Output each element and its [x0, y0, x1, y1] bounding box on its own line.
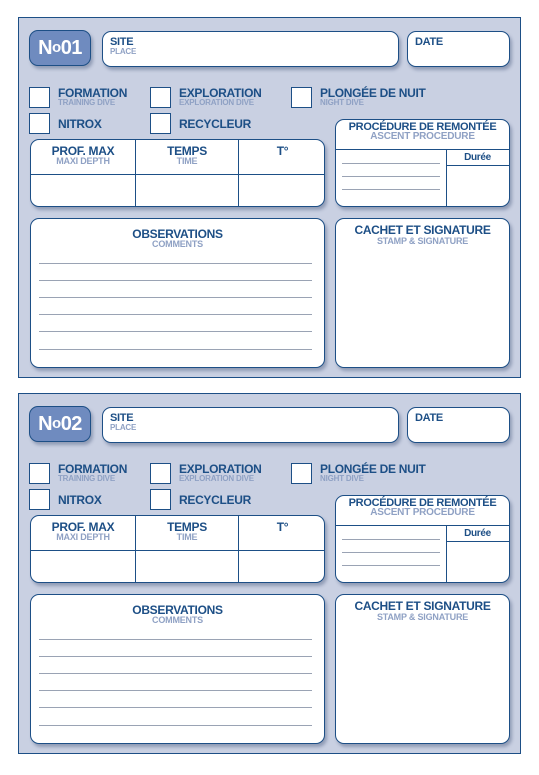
ascent-procedure-title: PROCÉDURE DE REMONTÉE — [348, 497, 497, 509]
observations-title: OBSERVATIONS — [132, 603, 223, 617]
exploration-sub-label: EXPLORATION DIVE — [179, 98, 254, 107]
nitrox-checkbox[interactable] — [29, 489, 50, 510]
date-label: DATE — [415, 412, 443, 424]
night-dive-label: PLONGÉE DE NUIT — [320, 462, 426, 476]
observations-title: OBSERVATIONS — [132, 227, 223, 241]
date-field[interactable] — [407, 31, 510, 67]
ascent-procedure-title: PROCÉDURE DE REMONTÉE — [348, 121, 497, 133]
recycleur-label: RECYCLEUR — [179, 493, 251, 507]
date-label: DATE — [415, 36, 443, 48]
dive-log-card-2 — [18, 393, 521, 754]
site-label: SITE — [110, 412, 134, 424]
exploration-checkbox[interactable] — [150, 87, 171, 108]
time-sub-header: TIME — [176, 156, 198, 166]
site-sub-label: PLACE — [110, 423, 137, 432]
max-depth-header: PROF. MAX — [51, 520, 115, 534]
stamp-title: CACHET ET SIGNATURE — [354, 599, 491, 613]
stamp-title: CACHET ET SIGNATURE — [354, 223, 491, 237]
formation-sub-label: TRAINING DIVE — [58, 98, 115, 107]
site-sub-label: PLACE — [110, 47, 137, 56]
recycleur-checkbox[interactable] — [150, 113, 171, 134]
dive-stats-table — [30, 139, 325, 207]
dive-number-badge — [29, 406, 91, 442]
nitrox-checkbox[interactable] — [29, 113, 50, 134]
stamp-signature-area[interactable] — [335, 594, 510, 744]
ascent-procedure-sub-title: ASCENT PROCEDURE — [370, 131, 475, 142]
recycleur-checkbox[interactable] — [150, 489, 171, 510]
number-prefix: N — [38, 412, 53, 435]
formation-checkbox[interactable] — [29, 87, 50, 108]
site-field[interactable] — [102, 31, 399, 67]
observations-sub-title: COMMENTS — [152, 239, 203, 249]
formation-label: FORMATION — [58, 462, 128, 476]
time-header: TEMPS — [167, 520, 207, 534]
dive-number: 01 — [60, 36, 82, 59]
dive-log-card-1 — [18, 17, 521, 378]
date-field[interactable] — [407, 407, 510, 443]
exploration-sub-label: EXPLORATION DIVE — [179, 474, 254, 483]
temperature-header: T° — [276, 144, 289, 158]
time-sub-header: TIME — [176, 532, 198, 542]
observations-area[interactable] — [30, 218, 325, 368]
site-field[interactable] — [102, 407, 399, 443]
exploration-label: EXPLORATION — [179, 462, 262, 476]
night-dive-checkbox[interactable] — [291, 463, 312, 484]
ascent-procedure-table — [335, 495, 510, 583]
site-label: SITE — [110, 36, 134, 48]
observations-sub-title: COMMENTS — [152, 615, 203, 625]
stamp-sub-title: STAMP & SIGNATURE — [376, 236, 469, 246]
dive-number-badge — [29, 30, 91, 66]
night-dive-checkbox[interactable] — [291, 87, 312, 108]
duration-header: Durée — [464, 152, 491, 163]
ascent-procedure-sub-title: ASCENT PROCEDURE — [370, 507, 475, 518]
formation-checkbox[interactable] — [29, 463, 50, 484]
exploration-label: EXPLORATION — [179, 86, 262, 100]
ascent-procedure-table — [335, 119, 510, 207]
formation-sub-label: TRAINING DIVE — [58, 474, 115, 483]
time-header: TEMPS — [167, 144, 207, 158]
max-depth-sub-header: MAXI DEPTH — [56, 156, 110, 166]
nitrox-label: NITROX — [58, 117, 102, 131]
night-dive-sub-label: NIGHT DIVE — [320, 98, 364, 107]
stamp-sub-title: STAMP & SIGNATURE — [376, 612, 469, 622]
temperature-header: T° — [276, 520, 289, 534]
observations-area[interactable] — [30, 594, 325, 744]
stamp-signature-area[interactable] — [335, 218, 510, 368]
nitrox-label: NITROX — [58, 493, 102, 507]
exploration-checkbox[interactable] — [150, 463, 171, 484]
formation-label: FORMATION — [58, 86, 128, 100]
max-depth-header: PROF. MAX — [51, 144, 115, 158]
dive-stats-table — [30, 515, 325, 583]
duration-header: Durée — [464, 528, 491, 539]
recycleur-label: RECYCLEUR — [179, 117, 251, 131]
number-superscript: o — [52, 414, 61, 432]
number-superscript: o — [52, 38, 61, 56]
night-dive-label: PLONGÉE DE NUIT — [320, 86, 426, 100]
number-prefix: N — [38, 36, 53, 59]
dive-number: 02 — [60, 412, 82, 435]
max-depth-sub-header: MAXI DEPTH — [56, 532, 110, 542]
night-dive-sub-label: NIGHT DIVE — [320, 474, 364, 483]
